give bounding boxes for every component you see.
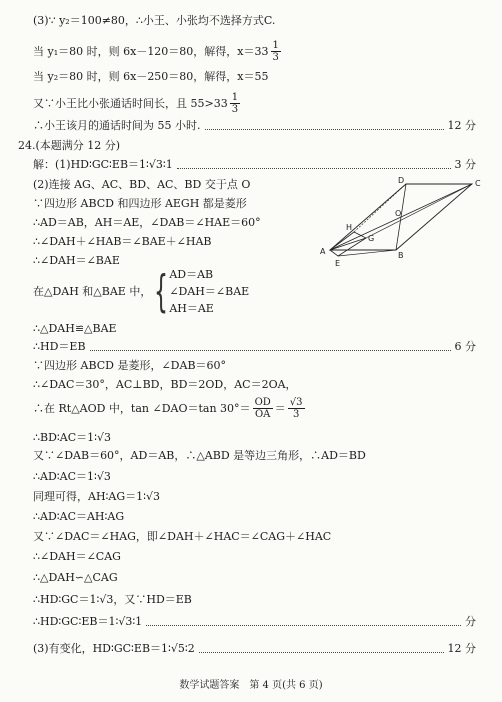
text-line: 又∵∠DAB＝60°，AD＝AB，∴△ABD 是等边三角形，∴AD＝BD [33, 449, 366, 462]
equation-system [33, 266, 249, 317]
text-line: ∴AD∶AC＝1∶√3 [33, 470, 111, 483]
system-line: AH＝AE [169, 302, 214, 315]
text-segment: ∴在 Rt△AOD 中，tan ∠DAO＝tan 30°＝ [33, 401, 251, 415]
segment-hd [354, 184, 406, 232]
text-segment: 解：(1)HD∶GC∶EB＝1∶√3∶1 [33, 158, 173, 171]
text-line-scored [33, 340, 476, 354]
score: 分 [465, 615, 476, 628]
dot-leader [205, 123, 444, 130]
fraction [288, 397, 305, 420]
text-line: ∴∠DAC＝30°，AC⊥BD，BD＝2OD，AC＝2OA， [33, 378, 297, 391]
system-line: ∠DAH＝∠BAE [169, 285, 250, 298]
dot-leader [146, 619, 461, 626]
text-line: ∵四边形 ABCD 和四边形 AEGH 都是菱形 [33, 197, 247, 210]
fraction-numerator: OD [254, 397, 271, 408]
text-segment: ∴HD＝EB [33, 340, 86, 353]
fraction-denominator: 3 [272, 52, 279, 63]
question-heading: 24.(本题满分 12 分) [18, 139, 121, 152]
text-line: ∴BD∶AC＝1∶√3 [33, 431, 111, 444]
label-c: C [475, 179, 481, 188]
text-line: ∴∠DAH＝∠BAE [33, 254, 120, 267]
segment-eb [338, 250, 396, 256]
system-line: AD＝AB [169, 268, 214, 281]
brace: { [154, 265, 169, 317]
label-g: G [368, 234, 375, 243]
segment-ag [330, 238, 366, 250]
text-line: ∴AD∶AC＝AH∶AG [33, 510, 125, 523]
text-segment: (3)有变化，HD∶GC∶EB＝1∶√5∶2 [33, 642, 195, 655]
text-line: ∵四边形 ABCD 是菱形，∠DAB＝60° [33, 359, 227, 372]
text-line [33, 40, 283, 63]
text-line: ∴∠DAH＋∠HAB＝∠BAE＋∠HAB [33, 235, 212, 248]
text-line-scored [33, 615, 476, 629]
dot-leader [177, 162, 451, 169]
score: 6 分 [454, 340, 476, 353]
text-segment: ∴小王该月的通话时间为 55 小时. [33, 119, 201, 132]
text-line-scored [33, 158, 476, 172]
text-line: ∴HD∶GC＝1∶√3，又∵HD＝EB [33, 593, 192, 606]
text-line: ∴△DAH∽△CAG [33, 571, 118, 584]
fraction-numerator: 1 [272, 40, 279, 51]
dot-leader [199, 646, 444, 653]
page-footer: 数学试题答案 第 4 页(共 6 页) [179, 680, 323, 691]
text-line: (3)∵ y₂＝100≠80，∴小王、小张均不选择方式C. [33, 14, 276, 27]
text-line: 当 y₂＝80 时，则 6x－250＝80，解得，x＝55 [33, 70, 269, 83]
label-b: B [398, 251, 404, 260]
text-line: ∴∠DAH＝∠CAG [33, 550, 121, 563]
fraction-denominator: 3 [231, 104, 239, 115]
dot-leader [90, 344, 451, 351]
text-line-scored [33, 119, 476, 133]
label-o: O [395, 209, 402, 218]
system-lines [169, 266, 249, 317]
score: 12 分 [447, 642, 476, 655]
text-segment: ∴HD∶GC∶EB＝1∶√3∶1 [33, 615, 143, 628]
fraction [230, 92, 240, 115]
label-a: A [320, 247, 326, 256]
text-line: (2)连接 AG、AC、BD、AC、BD 交于点 O [33, 178, 251, 191]
label-e: E [335, 259, 341, 268]
fraction [253, 397, 273, 420]
fraction-denominator: OA [254, 409, 271, 420]
text-line: 同理可得，AH∶AG＝1∶√3 [33, 490, 160, 503]
text-segment: 当 y₁＝80 时，则 6x－120＝80，解得，x＝33 [33, 44, 269, 58]
fraction-numerator: √3 [289, 397, 303, 408]
text-segment: 又∵小王比小张通话时间长，且 55>33 [33, 96, 228, 110]
fraction-numerator: 1 [231, 92, 239, 103]
fraction-denominator: 3 [292, 409, 300, 420]
score: 12 分 [447, 119, 476, 132]
text-line: ∴AD＝AB，AH＝AE，∠DAB＝∠HAE＝60° [33, 216, 261, 229]
label-d: D [398, 176, 405, 185]
fraction [271, 40, 281, 63]
text-line-scored [33, 642, 476, 656]
text-line [33, 92, 242, 115]
text-line: ∴△DAH≌△BAE [33, 322, 117, 335]
text-line [33, 397, 307, 420]
text-segment: ＝ [274, 401, 286, 415]
score: 3 分 [454, 158, 476, 171]
label-h: H [346, 223, 353, 232]
rhombus-diagram [318, 174, 488, 274]
text-segment: 在△DAH 和△BAE 中， [33, 284, 152, 298]
text-line: 又∵∠DAC＝∠HAG，即∠DAH＋∠HAC＝∠CAG＋∠HAC [33, 530, 332, 543]
